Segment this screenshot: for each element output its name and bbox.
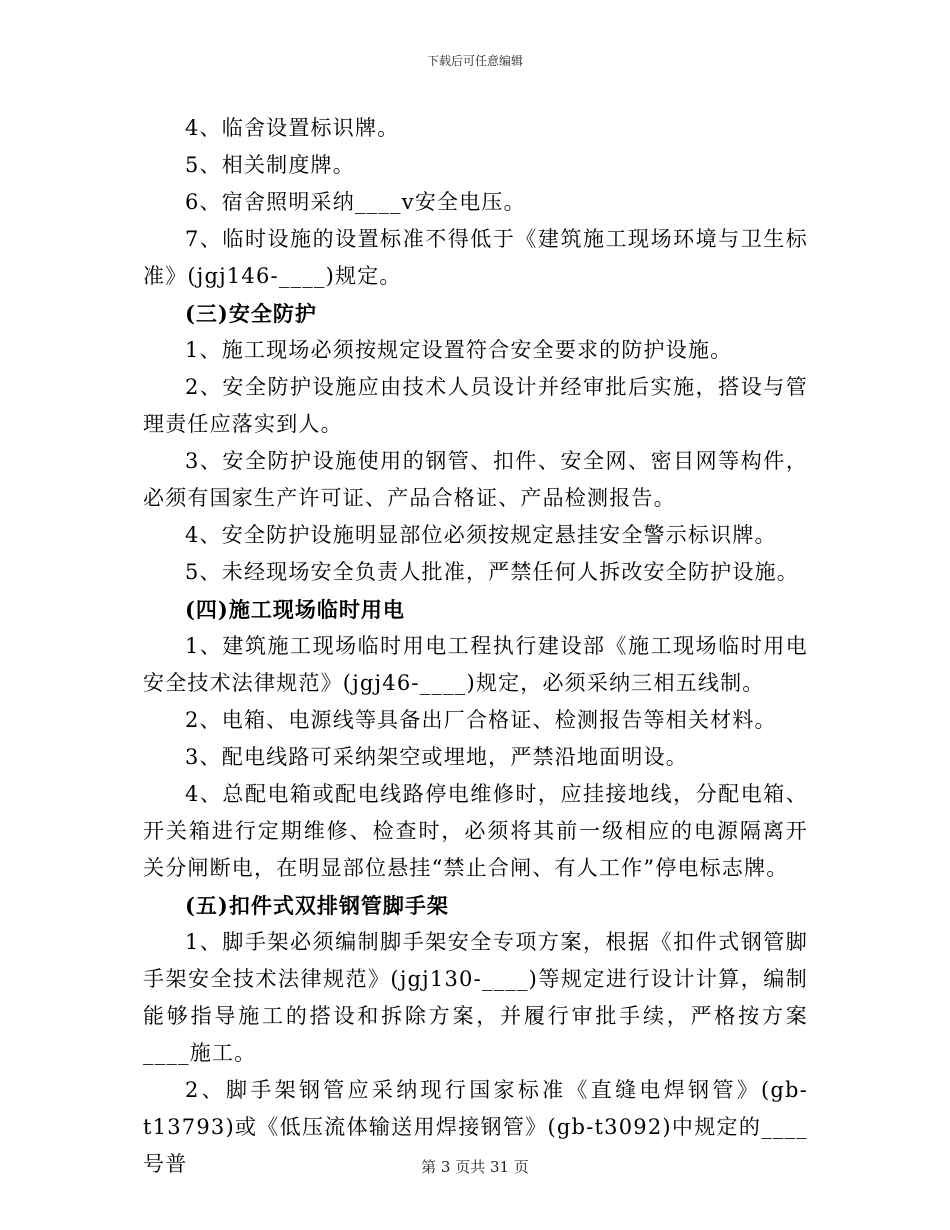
- document-body: [143, 110, 808, 1183]
- section-heading: (五)扣件式双排钢管脚手架: [185, 893, 449, 918]
- list-item: 7、临时设施的设置标准不得低于《建筑施工现场环境与卫生标准》(jgj146-____)规定。: [143, 227, 808, 288]
- list-item: 6、宿舍照明采纳____v安全电压。: [185, 190, 526, 214]
- page-footer: 第 3 页共 31 页: [421, 1158, 529, 1176]
- list-item: 3、配电线路可采纳架空或埋地，严禁沿地面明设。: [185, 745, 688, 769]
- list-item: 1、脚手架必须编制脚手架安全专项方案，根据《扣件式钢管脚手架安全技术法律规范》(jgj130-____)等规定进行设计计算，编制能够指导施工的搭设和拆除方案，并履行审批手续，严格按方案____施工。: [143, 930, 808, 1065]
- list-item: 5、相关制度牌。: [185, 153, 355, 177]
- list-item: 3、安全防护设施使用的钢管、扣件、安全网、密目网等构件，必须有国家生产许可证、产品合格证、产品检测报告。: [143, 449, 808, 510]
- list-item: 1、施工现场必须按规定设置符合安全要求的防护设施。: [185, 338, 733, 362]
- list-item: 2、脚手架钢管应采纳现行国家标准《直缝电焊钢管》(gb-t13793)或《低压流体输送用焊接钢管》(gb-t3092)中规定的____号普: [143, 1078, 808, 1176]
- list-item: 1、建筑施工现场临时用电工程执行建设部《施工现场临时用电安全技术法律规范》(jgj46-____)规定，必须采纳三相五线制。: [143, 634, 808, 695]
- list-item: 5、未经现场安全负责人批准，严禁任何人拆改安全防护设施。: [185, 560, 799, 584]
- list-item: 4、临舍设置标识牌。: [185, 116, 400, 140]
- section-heading: (四)施工现场临时用电: [185, 597, 405, 622]
- section-heading: (三)安全防护: [185, 301, 317, 326]
- list-item: 2、电箱、电源线等具备出厂合格证、检测报告等相关材料。: [185, 708, 777, 732]
- list-item: 2、安全防护设施应由技术人员设计并经审批后实施，搭设与管理责任应落实到人。: [143, 375, 808, 436]
- list-item: 4、安全防护设施明显部位必须按规定悬挂安全警示标识牌。: [185, 523, 777, 547]
- list-item: 4、总配电箱或配电线路停电维修时，应挂接地线，分配电箱、开关箱进行定期维修、检查时，必须将其前一级相应的电源隔离开关分闸断电，在明显部位悬挂“禁止合闸、有人工作”停电标志牌。: [143, 782, 808, 880]
- page-header: 下载后可任意编辑: [426, 54, 523, 68]
